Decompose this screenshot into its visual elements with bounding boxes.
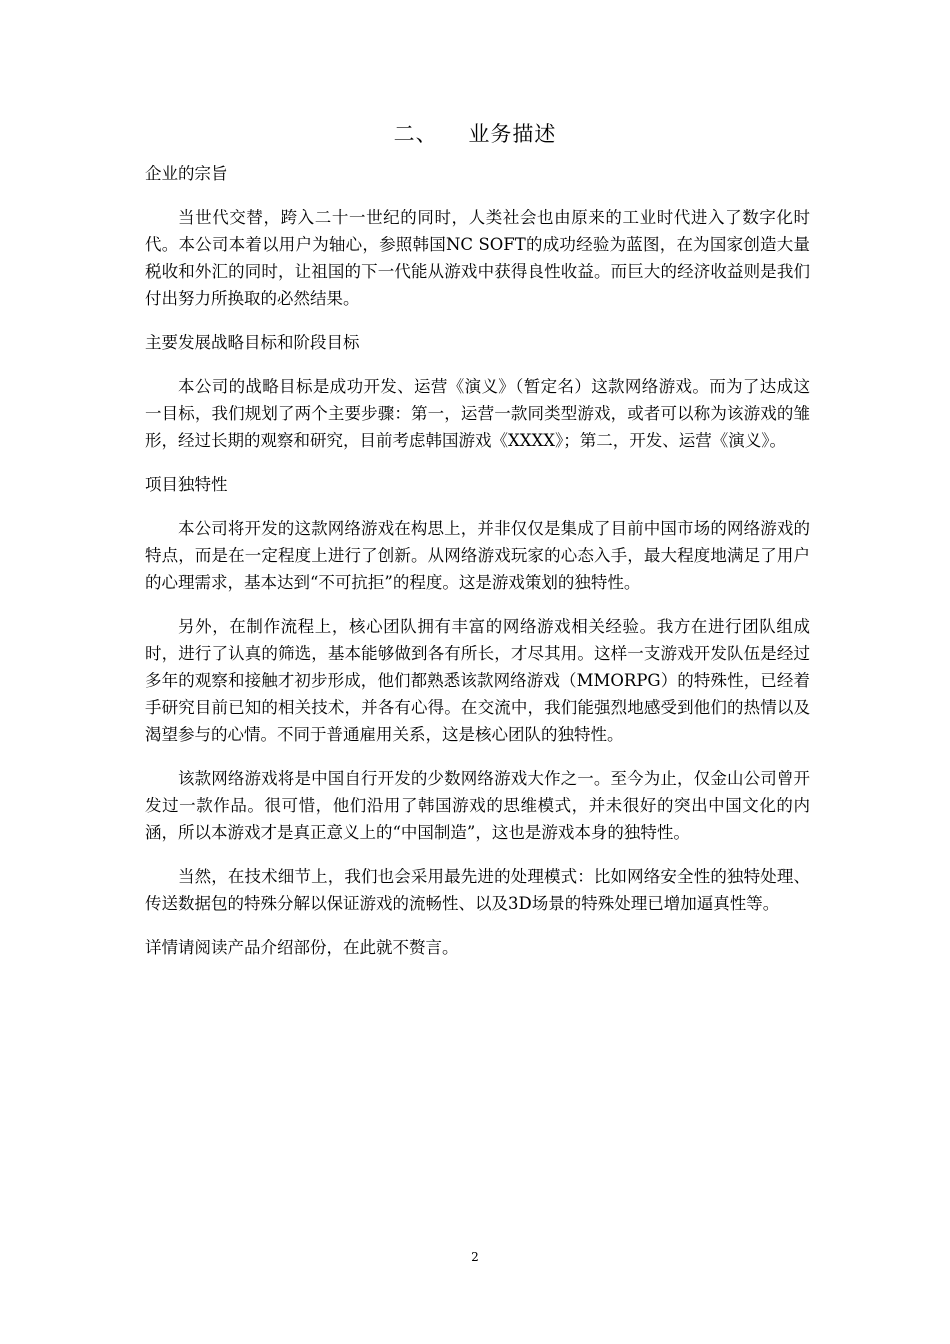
paragraph-uniqueness-design: 本公司将开发的这款网络游戏在构思上，并非仅仅是集成了目前中国市场的网络游戏的特点，而是在一定程度上进行了创新。从网络游戏玩家的心态入手，最大程度地满足了用户的心理需求，基本达到“不可抗拒”的程度。这是游戏策划的独特性。 xyxy=(145,519,810,592)
heading-uniqueness: 项目独特性 xyxy=(145,475,228,494)
paragraph-uniqueness-culture: 该款网络游戏将是中国自行开发的少数网络游戏大作之一。至今为止，仅金山公司曾开发过一款作品。很可惜，他们沿用了韩国游戏的思维模式，并未很好的突出中国文化的内涵，所以本游戏才是真正意义上的“中国制造”，这也是游戏本身的独特性。 xyxy=(145,769,810,842)
page-number: 2 xyxy=(471,1250,479,1264)
section-title: 二、 业务描述 xyxy=(393,122,557,146)
paragraph-purpose: 当世代交替，跨入二十一世纪的同时，人类社会也由原来的工业时代进入了数字化时代。本公司本着以用户为轴心，参照韩国NC SOFT的成功经验为蓝图，在为国家创造大量税收和外汇的同时，让祖国的下一代能从游戏中获得良性收益。而巨大的经济收益则是我们付出努力所换取的必然结果。 xyxy=(145,208,810,308)
paragraph-uniqueness-team: 另外，在制作流程上，核心团队拥有丰富的网络游戏相关经验。我方在进行团队组成时，进行了认真的筛选，基本能够做到各有所长，才尽其用。这样一支游戏开发队伍是经过多年的观察和接触才初步形成，他们都熟悉该款网络游戏（MMORPG）的特殊性，已经着手研究目前已知的相关技术，并各有心得。在交流中，我们能强烈地感受到他们的热情以及渴望参与的心情。不同于普通雇用关系，这是核心团队的独特性。 xyxy=(145,617,810,744)
document-body xyxy=(145,160,810,961)
closing-note: 详情请阅读产品介绍部份，在此就不赘言。 xyxy=(145,938,459,957)
paragraph-uniqueness-tech: 当然，在技术细节上，我们也会采用最先进的处理模式：比如网络安全性的独特处理、传送数据包的特殊分解以保证游戏的流畅性、以及3D场景的特殊处理已增加逼真性等。 xyxy=(145,867,810,913)
heading-strategy: 主要发展战略目标和阶段目标 xyxy=(145,333,360,352)
paragraph-strategy: 本公司的战略目标是成功开发、运营《演义》（暂定名）这款网络游戏。而为了达成这一目标，我们规划了两个主要步骤：第一，运营一款同类型游戏，或者可以称为该游戏的雏形，经过长期的观察和研究，目前考虑韩国游戏《XXXX》；第二，开发、运营《演义》。 xyxy=(145,377,810,450)
heading-purpose: 企业的宗旨 xyxy=(145,164,228,183)
